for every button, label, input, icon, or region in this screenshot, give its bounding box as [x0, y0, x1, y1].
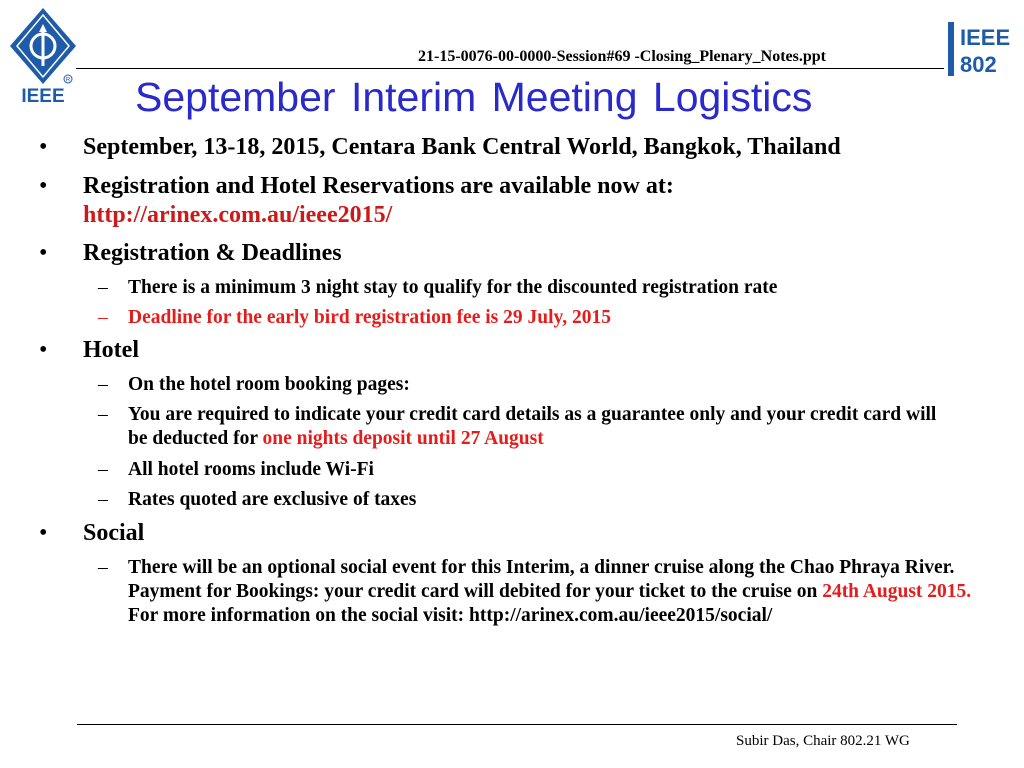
bullet-deadlines-text: Registration & Deadlines	[83, 240, 342, 266]
subbullet-wifi	[98, 458, 958, 482]
subbullet-booking-pages	[98, 373, 958, 397]
subbullet-min-stay	[98, 276, 958, 300]
footer-author: Subir Das, Chair 802.21 WG	[736, 733, 910, 749]
bullet-marker: •	[39, 520, 48, 546]
bullet-social	[39, 520, 145, 547]
dash-marker: –	[98, 307, 108, 328]
header-divider	[76, 68, 944, 69]
bullet-deadlines	[39, 240, 342, 267]
dash-marker: –	[98, 459, 108, 480]
registration-link[interactable]: http://arinex.com.au/ieee2015/	[83, 202, 393, 228]
bullet-marker: •	[39, 240, 48, 266]
subbullet-credit-card-text: You are required to indicate your credit card details as a guarantee only and your credit card will be deducted for	[128, 404, 937, 449]
subbullet-booking-pages-text: On the hotel room booking pages:	[128, 374, 410, 395]
subbullet-early-bird-text: Deadline for the early bird registration fee is 29 July, 2015	[128, 307, 611, 328]
bullet-dates-text: September, 13-18, 2015, Centara Bank Central World, Bangkok, Thailand	[83, 134, 841, 160]
bullet-marker: •	[39, 134, 48, 160]
subbullet-social-event-info: For more information on the social visit: http://arinex.com.au/ieee2015/social/	[128, 605, 773, 626]
ieee-802-logo	[946, 18, 1018, 80]
bullet-hotel-text: Hotel	[83, 337, 139, 363]
dash-marker: –	[98, 277, 108, 298]
dash-marker: –	[98, 489, 108, 510]
ieee-logo	[8, 6, 78, 106]
footer-divider	[77, 724, 957, 725]
ieee-802-logo-line1: IEEE	[960, 25, 1011, 50]
bullet-registration	[39, 173, 674, 200]
subbullet-credit-card-highlight: one nights deposit until 27 August	[262, 428, 544, 449]
subbullet-taxes-text: Rates quoted are exclusive of taxes	[128, 489, 417, 510]
bullet-registration-text: Registration and Hotel Reservations are available now at:	[83, 173, 674, 199]
bullet-social-text: Social	[83, 520, 145, 546]
dash-marker: –	[98, 557, 108, 578]
bullet-hotel	[39, 337, 139, 364]
ieee-802-logo-line2: 802	[960, 52, 997, 77]
subbullet-social-event-text: There will be an optional social event for this Interim, a dinner cruise along the Chao Phraya River. Payment for Bookings: your credit card will debited for your ticket to the cruise on	[128, 557, 955, 602]
subbullet-min-stay-text: There is a minimum 3 night stay to qualify for the discounted registration rate	[128, 277, 778, 298]
subbullet-wifi-text: All hotel rooms include Wi-Fi	[128, 459, 374, 480]
slide-title: September Interim Meeting Logistics	[135, 74, 813, 120]
subbullet-social-event	[98, 556, 998, 628]
subbullet-credit-card	[98, 403, 948, 451]
svg-text:R: R	[65, 77, 71, 84]
bullet-marker: •	[39, 173, 48, 199]
ieee-logo-text: IEEE	[21, 86, 65, 106]
bullet-marker: •	[39, 337, 48, 363]
document-id: 21-15-0076-00-0000-Session#69 -Closing_Plenary_Notes.ppt	[418, 48, 826, 65]
dash-marker: –	[98, 374, 108, 395]
subbullet-taxes	[98, 488, 958, 512]
dash-marker: –	[98, 404, 108, 425]
bullet-dates	[39, 134, 841, 161]
subbullet-early-bird	[98, 306, 958, 330]
subbullet-social-event-date: 24th August 2015.	[822, 581, 972, 602]
